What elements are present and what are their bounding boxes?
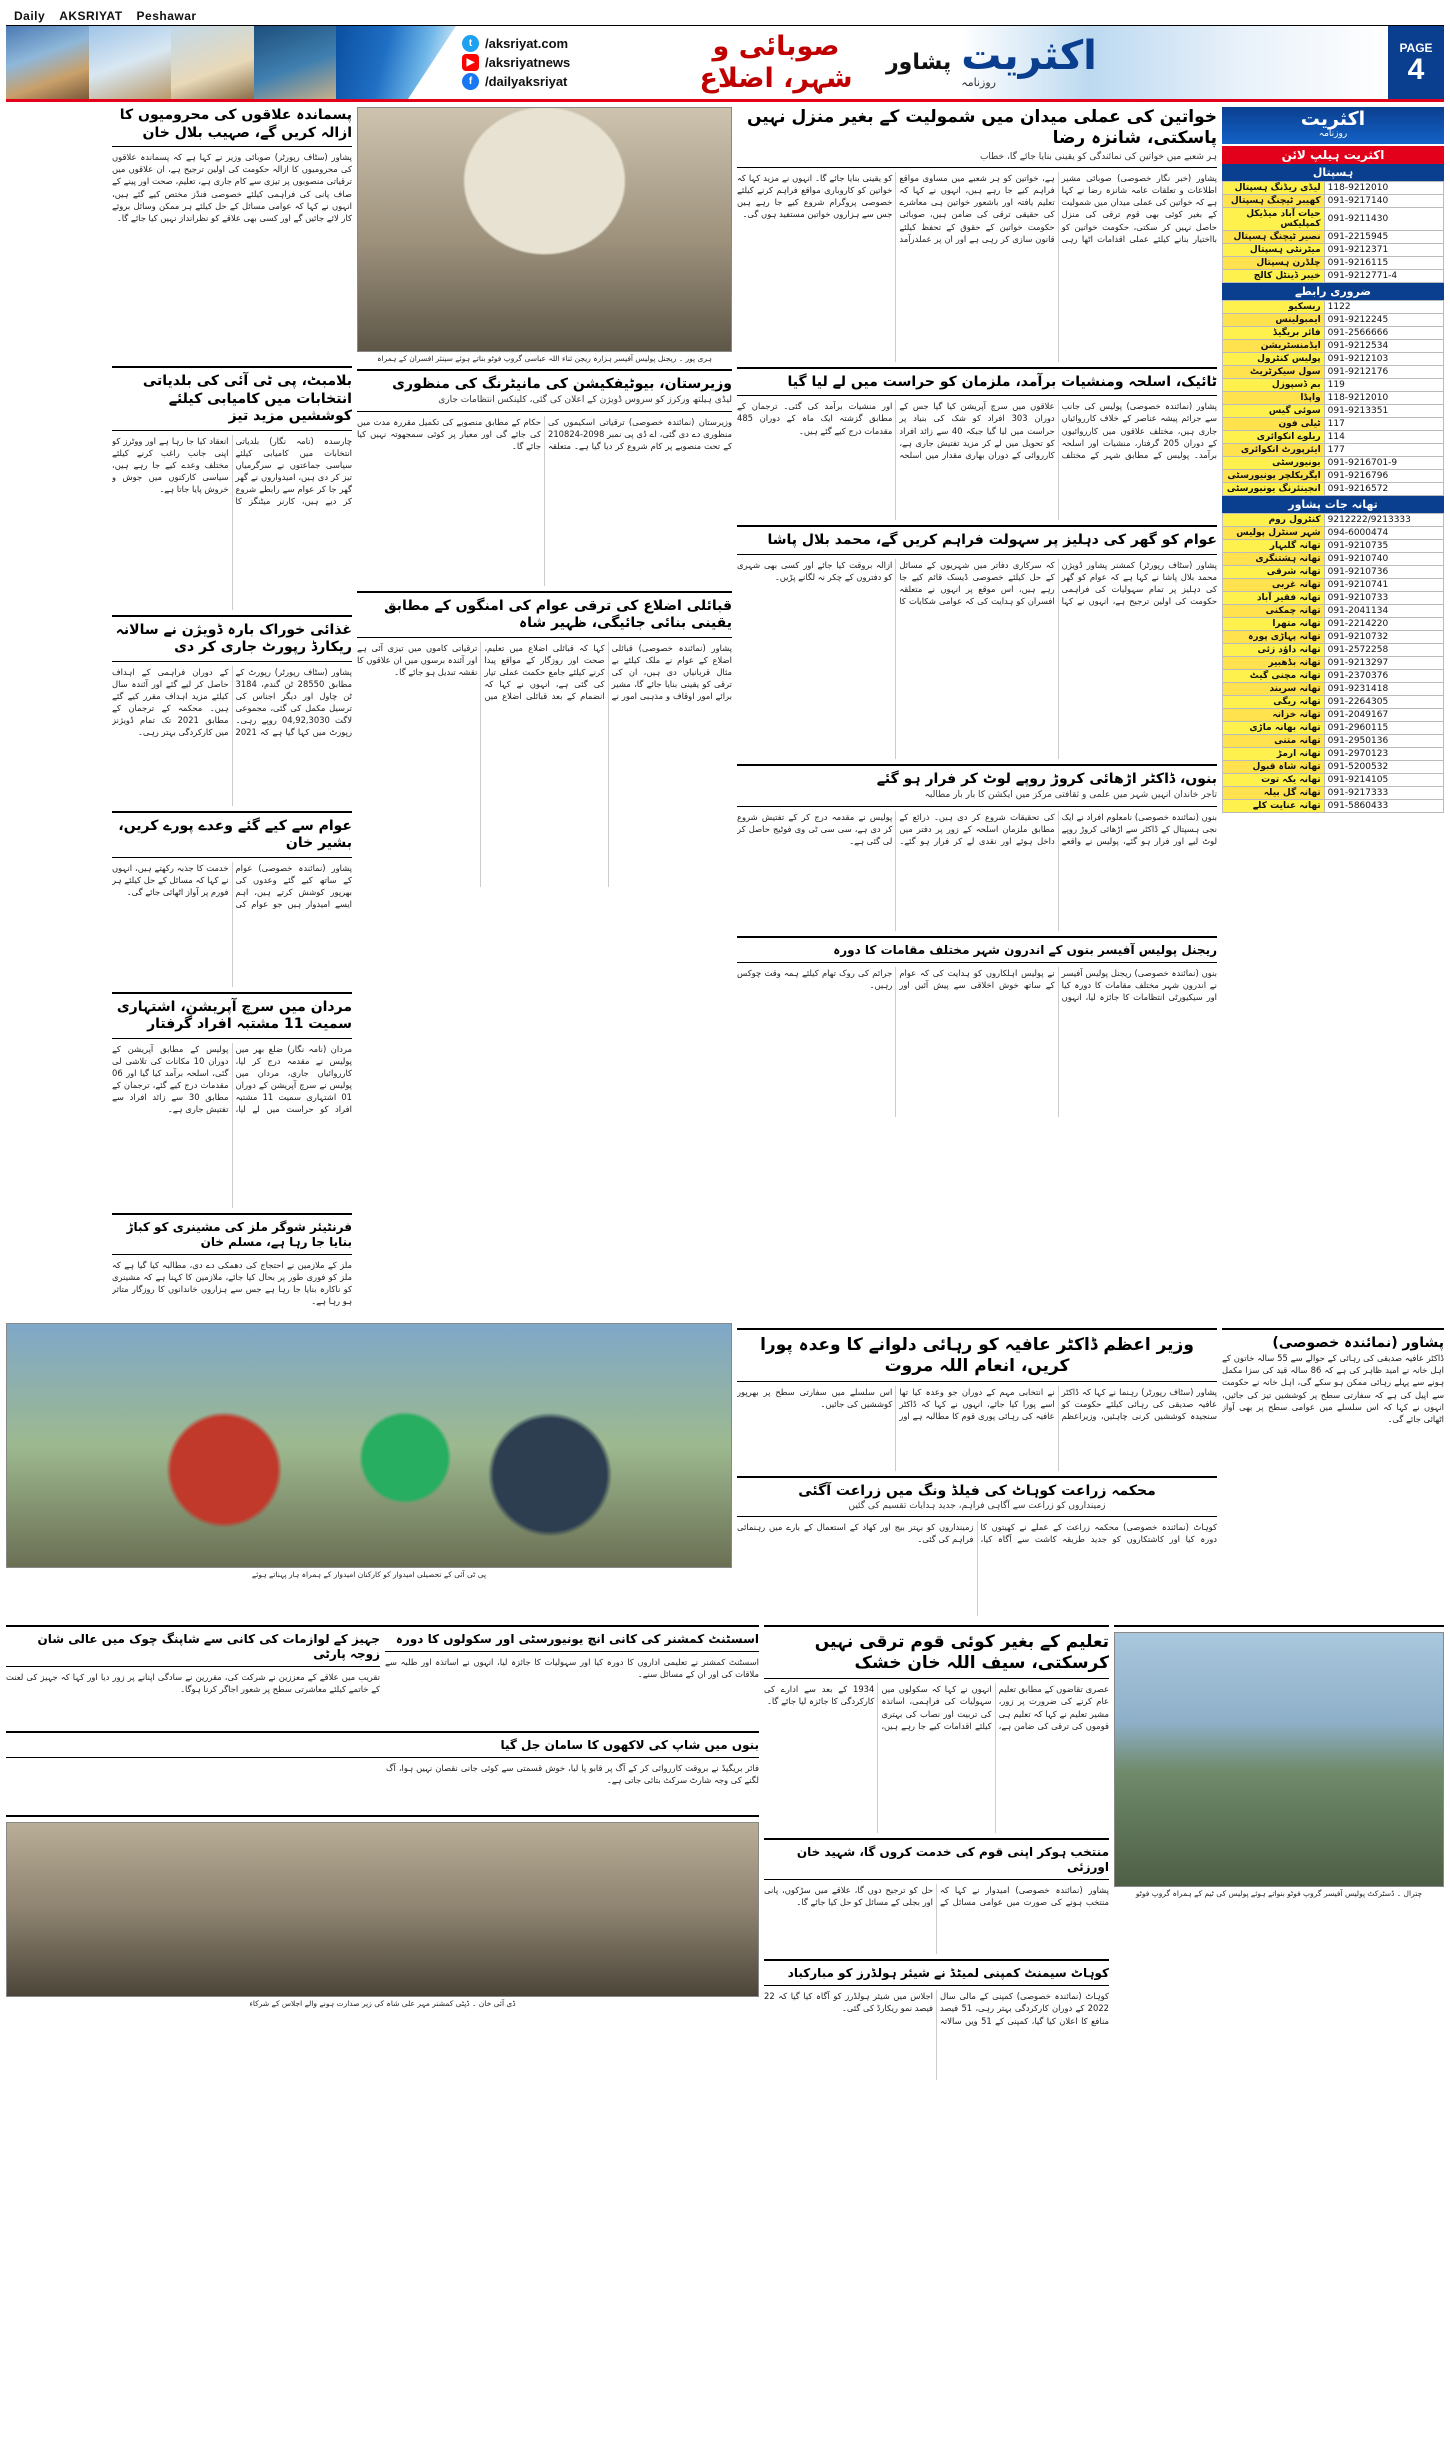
table-row[interactable] — [1223, 553, 1444, 566]
left-column — [112, 107, 352, 1319]
divider — [764, 1678, 1109, 1679]
directory-number: 118-9212010 — [1324, 392, 1443, 405]
article-a6-body: پشاور (سٹاف رپورٹر) صوبائی وزیر نے کہا ہے کہ پسماندہ علاقوں کی محرومیوں کا ازالہ حکومت کی اولین ترجیح ہے، ان علاقوں میں ترقیاتی منصوبوں پر تیزی سے کام جاری ہے، تعلیم، صحت اور پینے کے صاف پانی کی فراہمی کیلئے خصوصی فنڈز مختص کیے گئے ہیں، انہوں نے کہا کہ عوامی مسائل کے حل کیلئے ہر ممکن وسائل بروئے کار لائے جائیں گے اور کسی بھی علاقے کو نظرانداز نہیں کیا جائے گا۔ — [112, 152, 352, 223]
article-a21-headline[interactable]: محکمہ زراعت کوہاٹ کی فیلڈ ونگ میں زراعت آگئی — [798, 1483, 1156, 1499]
directory-label: کھیبر ٹیچنگ ہسپتال — [1223, 195, 1325, 208]
directory-label: تھانہ بڈھبیر — [1223, 657, 1325, 670]
table-row[interactable] — [1223, 314, 1444, 327]
article-a4-body: بنوں (نمائندہ خصوصی) نامعلوم افراد نے ایک نجی ہسپتال کے ڈاکٹر سے اڑھائی کروڑ روپے لوٹ لیے اور فرار ہو گئے، پولیس نے واقعے کی تحقیقات شروع کر دی ہیں۔ ذرائع کے مطابق ملزمان اسلحہ کے زور پر دفتر میں داخل ہوئے اور نقدی لے کر فرار ہو گئے۔ پولیس نے مقدمہ درج کر کے تفتیش شروع کر دی ہے، سی سی ٹی وی فوٹیج حاصل کر لی گئی ہے۔ — [737, 811, 1217, 846]
divider — [112, 366, 352, 368]
article-a19-headline[interactable]: کوہاٹ سیمنٹ کمپنی لمیٹڈ نے شیئر ہولڈرز کو مبارکباد — [787, 1966, 1109, 1981]
article-a17-body: تقریب میں علاقے کے معززین نے شرکت کی، مقررین نے سادگی اپنانے پر زور دیا اور کہا کہ جہیز کی لعنت کے خاتمے کیلئے معاشرتی سطح پر شعور اجاگر کرنا ہوگا۔ — [6, 1671, 380, 1694]
divider — [737, 525, 1217, 527]
table-row[interactable] — [1223, 379, 1444, 392]
directory-number: 091-9210740 — [1324, 553, 1443, 566]
directory-label: تھانہ متھرا — [1223, 618, 1325, 631]
article-a12-headline[interactable]: مردان میں سرچ آپریشن، اشتہاری سمیت 11 مشتبہ افراد گرفتار — [116, 998, 352, 1032]
directory-label: میٹرنٹی ہسپتال — [1223, 244, 1325, 257]
directory-table-police — [1222, 513, 1444, 813]
directory-number: 091-5860433 — [1324, 800, 1443, 813]
article-a10-headline[interactable]: غذائی خوراک بارہ ڈویژن نے سالانہ ریکارڈ رپورٹ جاری کر دی — [115, 621, 352, 655]
directory-label: تھانہ متنی — [1223, 735, 1325, 748]
directory-label: ٹیلی فون — [1223, 418, 1325, 431]
divider — [764, 1838, 1109, 1840]
divider — [737, 167, 1217, 168]
page-body — [6, 107, 1444, 1319]
row-lower — [6, 1620, 1444, 2081]
divider — [6, 1731, 759, 1733]
table-row[interactable] — [1223, 457, 1444, 470]
directory-label: تھانہ پہاڑی پورہ — [1223, 631, 1325, 644]
social-row-facebook[interactable] — [462, 73, 676, 90]
directory-logo-title: اکثریت — [1300, 108, 1366, 130]
photo-police-group — [357, 107, 732, 352]
article-a16-body: اسسٹنٹ کمشنر نے تعلیمی اداروں کا دورہ کیا اور سہولیات کا جائزہ لیا، انہوں نے اساتذہ اور طلبہ سے ملاقات کی اور ان کے مسائل سنے۔ — [385, 1656, 759, 1679]
table-row[interactable] — [1223, 470, 1444, 483]
divider — [764, 1985, 1109, 1986]
directory-number: 118-9212010 — [1324, 182, 1443, 195]
section-title: صوبائی و شہر، اضلاع — [699, 31, 853, 94]
directory-section-title-essential: ضروری رابطے — [1222, 283, 1444, 300]
directory-label: شہر سنٹرل پولیس — [1223, 527, 1325, 540]
table-row[interactable] — [1223, 327, 1444, 340]
directory-number: 091-9213351 — [1324, 405, 1443, 418]
directory-logo-sub: روزنامہ — [1318, 129, 1348, 139]
directory-number: 091-2566666 — [1324, 327, 1443, 340]
table-row[interactable] — [1223, 182, 1444, 195]
article-a3-body: پشاور (سٹاف رپورٹر) کمشنر پشاور ڈویژن محمد بلال پاشا نے کہا ہے کہ عوام کو گھر کی دہلیز پر تمام سہولیات کی فراہمی حکومت کی اولین ترجیح ہے، انہوں نے کہا کہ سرکاری دفاتر میں شہریوں کے مسائل کے حل کیلئے خصوصی ڈیسک قائم کیے جا رہے ہیں، اس موقع پر انہوں نے متعلقہ افسران کو ہدایت کی کہ عوامی شکایات کا ازالہ بروقت کیا جائے اور کسی بھی شہری کو دفتروں کے چکر نہ لگانے پڑیں۔ — [737, 559, 1217, 607]
directory-label: تھانہ شاہ قبول — [1223, 761, 1325, 774]
row-top — [6, 107, 1217, 1319]
social-handle-twitter: /aksriyat.com — [485, 36, 569, 51]
table-row[interactable] — [1223, 483, 1444, 496]
directory-number: 091-9213297 — [1324, 657, 1443, 670]
directory-label: تھانہ فقیر آباد — [1223, 592, 1325, 605]
article-a6-headline[interactable]: پسماندہ علاقوں کی محرومیوں کا ازالہ کریں گے، صہیب بلال خان — [119, 107, 352, 141]
directory-label: یونیورسٹی — [1223, 457, 1325, 470]
page-word: PAGE — [1399, 40, 1433, 55]
directory-number: 114 — [1324, 431, 1443, 444]
social-row-youtube[interactable] — [462, 54, 676, 71]
table-row[interactable] — [1223, 683, 1444, 696]
directory-label: تھانہ گلبہار — [1223, 540, 1325, 553]
article-a10-body: پشاور (سٹاف رپورٹر) رپورٹ کے مطابق 28550 ٹن گندم، 3184 ٹن چاول اور دیگر اجناس کی ترسیل مکمل کی گئی، مجموعی لاگت 04,92,3030 روپے رہی۔ رپورٹ میں کہا گیا ہے کہ 2021 کے دوران فراہمی کے اہداف حاصل کر لیے گئے اور آئندہ سال کیلئے مزید اہداف مقرر کیے گئے ہیں۔ محکمہ کے ترجمان کے مطابق 2021 تک تمام ڈویژنز میں کارکردگی بہتر رہی۔ — [112, 666, 352, 738]
paper-nameplate — [961, 26, 1388, 99]
directory-label: تھانہ بھانہ ماڑی — [1223, 722, 1325, 735]
directory-logo — [1222, 107, 1444, 144]
article-a13-headline[interactable]: فرنٹیئر شوگر ملز کی مشینری کو کباڑ بنایا جا رہا ہے، مسلم خان — [126, 1219, 352, 1249]
directory-number: 091-5200532 — [1324, 761, 1443, 774]
table-row[interactable] — [1223, 605, 1444, 618]
article-a22-headline[interactable]: پشاور (نمائندہ خصوصی) — [1272, 1334, 1444, 1351]
table-row[interactable] — [1223, 405, 1444, 418]
afia-lead — [737, 1323, 1217, 1616]
directory-label: تھانہ سربند — [1223, 683, 1325, 696]
directory-label: پولیس کنٹرول — [1223, 353, 1325, 366]
directory-label: تھانہ مچنی گیٹ — [1223, 670, 1325, 683]
divider — [6, 1757, 759, 1758]
lower-right-column — [1114, 1620, 1444, 2081]
afia-column — [1222, 1323, 1444, 1616]
article-a9-body: پشاور (نمائندہ خصوصی) قبائلی اضلاع کے عوام نے ملک کیلئے بے مثال قربانیاں دی ہیں، ان کی ترقی کو یقینی بنایا جائے گا، مشیر برائے امور اوقاف و مذہبی امور نے کہا کہ قبائلی اضلاع میں تعلیم، صحت اور روزگار کے مواقع پیدا کرنے کیلئے جامع حکمت عملی تیار کی گئی ہے، انہوں نے کہا کہ انضمام کے بعد قبائلی اضلاع میں ترقیاتی کاموں میں تیزی آئی ہے اور آئندہ برسوں میں ان علاقوں کا نقشہ تبدیل ہو جائے گا۔ — [357, 642, 732, 702]
directory-label: تھانہ شرقی — [1223, 566, 1325, 579]
directory-label: واپڈا — [1223, 392, 1325, 405]
table-row[interactable] — [1223, 270, 1444, 283]
directory-number: 1122 — [1324, 301, 1443, 314]
directory-label: لیڈی ریڈنگ ہسپتال — [1223, 182, 1325, 195]
directory-number: 091-9216115 — [1324, 257, 1443, 270]
directory-number: 091-9210732 — [1324, 631, 1443, 644]
directory-label: سوئی گیس — [1223, 405, 1325, 418]
directory-label: خیبر ڈینٹل کالج — [1223, 270, 1325, 283]
article-a19-body: کوہاٹ (نمائندہ خصوصی) کمپنی کے مالی سال 2022 کے دوران کارکردگی بہتر رہی، 51 فیصد منافع کا اعلان کیا گیا، کمپنی کے 51 ویں سالانہ اجلاس میں شیئر ہولڈرز کو آگاہ کیا گیا کہ 22 فیصد نمو ریکارڈ کی گئی۔ — [764, 1991, 1109, 2026]
article-a20-headline[interactable]: وزیر اعظم ڈاکٹر عافیہ کو رہائی دلوانے کا وعدہ پورا کریں، انعام اللہ مروت — [760, 1334, 1194, 1376]
directory-table-hospitals — [1222, 181, 1444, 283]
photo-caption-4: چترال ۔ ڈسٹرکٹ پولیس آفیسر گروپ فوٹو بنواتے ہوئے پولیس کی ٹیم کے ہمراہ گروپ فوٹو — [1135, 1888, 1423, 1898]
directory-section-title-hospitals: ہسپتال — [1222, 164, 1444, 181]
table-row[interactable] — [1223, 709, 1444, 722]
article-a5-headline[interactable]: ریجنل پولیس آفیسر بنوں کے اندرون شہر مختلف مقامات کا دورہ — [833, 942, 1217, 957]
directory-number: 091-9212103 — [1324, 353, 1443, 366]
divider — [737, 1476, 1217, 1478]
a16-block — [385, 1632, 759, 1726]
divider — [737, 764, 1217, 766]
directory-number: 091-2214220 — [1324, 618, 1443, 631]
article-a1-headline[interactable]: خواتین کی عملی میدان میں شمولیت کے بغیر منزل نہیں پاسکتی، شانزہ رضا — [746, 107, 1217, 149]
table-row[interactable] — [1223, 787, 1444, 800]
directory-number: 091-9210733 — [1324, 592, 1443, 605]
directory-table-essential — [1222, 300, 1444, 496]
table-row[interactable] — [1223, 366, 1444, 379]
divider — [112, 661, 352, 662]
table-row[interactable] — [1223, 301, 1444, 314]
directory-number: 091-2970123 — [1324, 748, 1443, 761]
directory-number: 091-9210736 — [1324, 566, 1443, 579]
directory-number: 091-9211430 — [1324, 208, 1443, 231]
paper-sub: روزنامہ — [961, 76, 996, 89]
directory-number: 091-9217333 — [1324, 787, 1443, 800]
directory-number: 091-2950136 — [1324, 735, 1443, 748]
divider — [6, 1666, 380, 1667]
directory-label: بم ڈسپوزل — [1223, 379, 1325, 392]
table-row[interactable] — [1223, 392, 1444, 405]
social-links — [456, 26, 676, 99]
divider — [764, 1959, 1109, 1961]
directory-number: 091-2041134 — [1324, 605, 1443, 618]
divider — [357, 637, 732, 638]
masthead-top-strip — [6, 6, 1444, 26]
article-a17-headline[interactable]: جہیز کے لوازمات کی کانی سے شاپنگ چوک میں عالی شان زوجہ پارٹی — [37, 1631, 380, 1661]
directory-number: 091-9210741 — [1324, 579, 1443, 592]
directory-label: انجینئرنگ یونیورسٹی — [1223, 483, 1325, 496]
table-row[interactable] — [1223, 231, 1444, 244]
directory-number: 091-9212771-4 — [1324, 270, 1443, 283]
directory-label: ریلوے انکوائری — [1223, 431, 1325, 444]
directory-label: تھانہ غربی — [1223, 579, 1325, 592]
article-a16-headline[interactable]: اسسٹنٹ کمشنر کی کانی انچ یونیورسٹی اور سکولوں کا دورہ — [395, 1631, 759, 1646]
twitter-icon: t — [462, 35, 479, 52]
table-row[interactable] — [1223, 748, 1444, 761]
article-a9-headline[interactable]: قبائلی اضلاع کی ترقی عوام کی امنگوں کے مطابق یقینی بنائی جائیگی، ظہیر شاہ — [384, 597, 732, 631]
article-a12-body: مردان (نامہ نگار) ضلع بھر میں پولیس نے مقدمہ درج کر لیا، کارروائیاں جاری، مردان میں پولیس نے سرچ آپریشن کے دوران 01 اشتہاری سمیت 11 مشتبہ افراد کو حراست میں لے لیا، پولیس کے مطابق آپریشن کے دوران 10 مکانات کی تلاشی لی گئی، اسلحہ برآمد کیا گیا اور 06 مقدمات درج کیے گئے، ترجمان کے مطابق 30 سے زائد افراد سے تفتیش جاری ہے۔ — [112, 1043, 352, 1115]
directory-label: ریسکیو — [1223, 301, 1325, 314]
table-row[interactable] — [1223, 257, 1444, 270]
directory-number: 091-2264305 — [1324, 696, 1443, 709]
article-a13-body: ملز کے ملازمین نے احتجاج کی دھمکی دے دی، مطالبہ کیا گیا ہے کہ ملز کو فوری طور پر بحال کیا جائے، ملازمین کا کہنا ہے کہ مشینری کو ناکارہ بنایا جا رہا ہے جس سے ہزاروں خاندانوں کا روزگار متاثر ہو رہا ہے۔ — [112, 1259, 352, 1307]
directory-label: تھانہ چمکنی — [1223, 605, 1325, 618]
directory-label: ایمبولینس — [1223, 314, 1325, 327]
lead-column — [737, 107, 1217, 1319]
directory-label: حیات آباد میڈیکل کمپلیکس — [1223, 208, 1325, 231]
table-row[interactable] — [1223, 418, 1444, 431]
row-middle — [6, 1323, 1444, 1616]
directory-label: تھانہ ارمڑ — [1223, 748, 1325, 761]
masthead-photo-1 — [6, 26, 89, 99]
directory-number: 091-9212245 — [1324, 314, 1443, 327]
a17-block — [6, 1632, 380, 1726]
directory-label: تھانہ گل بیلہ — [1223, 787, 1325, 800]
directory-number: 091-2572258 — [1324, 644, 1443, 657]
divider — [737, 1381, 1217, 1382]
directory-number: 091-9212176 — [1324, 366, 1443, 379]
directory-number: 091-9217140 — [1324, 195, 1443, 208]
photo-caption-2: پی ٹی آئی کے تحصیلی امیدوار کو کارکنان امیدوار کے ہمراہ ہار پہناتے ہوئے — [251, 1569, 487, 1579]
table-row[interactable] — [1223, 722, 1444, 735]
photo-caption-1: ہری پور ۔ ریجنل پولیس آفیسر ہزارہ ریجن ثناء اللہ عباسی گروپ فوٹو بناتے ہوئے سینئر افسران کے ہمراہ — [377, 354, 712, 363]
divider — [764, 1625, 1109, 1627]
directory-number: 091-9216701-9 — [1324, 457, 1443, 470]
table-row[interactable] — [1223, 735, 1444, 748]
article-a5-body: بنوں (نمائندہ خصوصی) ریجنل پولیس آفیسر نے اندرون شہر مختلف مقامات کا دورہ کیا اور سیکیورٹی انتظامات کا جائزہ لیا، انہوں نے پولیس اہلکاروں کو ہدایت کی کہ عوام کے ساتھ خوش اخلاقی سے پیش آئیں اور جرائم کی روک تھام کیلئے ہمہ وقت چوکس رہیں۔ — [737, 967, 1217, 1002]
directory-label: کنٹرول روم — [1223, 514, 1325, 527]
divider — [112, 857, 352, 858]
masthead-city: پشاور — [886, 50, 952, 75]
divider — [737, 1328, 1217, 1330]
table-row[interactable] — [1223, 618, 1444, 631]
divider — [357, 591, 732, 593]
directory-label: تھانہ خزانہ — [1223, 709, 1325, 722]
article-a14-body: عصری تقاضوں کے مطابق تعلیم عام کرنے کی ضرورت پر زور، مشیر تعلیم نے کہا کہ تعلیم ہی قوموں کی ترقی کی ضامن ہے، انہوں نے کہا کہ سکولوں میں سہولیات کی فراہمی، اساتذہ کی تربیت اور نصاب کی بہتری کیلئے اقدامات کیے جا رہے ہیں، 1934 کے بعد سے ادارے کی کارکردگی کا جائزہ لیا جائے گا۔ — [764, 1684, 1109, 1731]
article-a2-headline[interactable]: ٹائیک، اسلحہ ومنشیات برآمد، ملزمان کو حراست میں لے لیا گیا — [787, 373, 1217, 390]
table-row[interactable] — [1223, 696, 1444, 709]
directory-label: فائر بریگیڈ — [1223, 327, 1325, 340]
directory-number: 9212222/9213333 — [1324, 514, 1443, 527]
table-row[interactable] — [1223, 431, 1444, 444]
helpline-directory — [1222, 107, 1444, 1319]
article-a21-subhead: زمینداروں کو زراعت سے آگاہی فراہم، جدید ہدایات تقسیم کی گئیں — [848, 1500, 1106, 1511]
directory-label: تھانہ داؤد زئی — [1223, 644, 1325, 657]
photo-chitral-police — [1114, 1632, 1444, 1887]
table-row[interactable] — [1223, 353, 1444, 366]
table-row[interactable] — [1223, 592, 1444, 605]
social-handle-facebook: /dailyaksriyat — [485, 74, 568, 89]
table-row[interactable] — [1223, 514, 1444, 527]
page-badge — [1388, 26, 1444, 99]
directory-number: 091-9212371 — [1324, 244, 1443, 257]
masthead-city-latin: Peshawar — [136, 8, 197, 23]
directory-number: 091-2370376 — [1324, 670, 1443, 683]
directory-number: 091-9216796 — [1324, 470, 1443, 483]
main-content — [6, 107, 1217, 1319]
photo-pti-rally — [6, 1323, 732, 1568]
article-a11-headline[interactable]: عوام سے کیے گئے وعدے پورے کریں، بشیر خان — [118, 817, 352, 851]
directory-number: 091-9216572 — [1324, 483, 1443, 496]
social-handle-youtube: /aksriyatnews — [485, 55, 571, 70]
divider — [385, 1651, 759, 1652]
article-a4-subhead: تاجر خاندان انہیں شہر میں علمی و ثقافتی مرکز میں ایکشن کا بار بار مطالبہ — [924, 790, 1217, 801]
divider — [357, 411, 732, 412]
table-row[interactable] — [1223, 195, 1444, 208]
divider — [112, 1213, 352, 1215]
divider — [112, 146, 352, 147]
divider — [737, 962, 1217, 963]
article-a2-body: پشاور (نمائندہ خصوصی) پولیس کی جانب سے جرائم پیشہ عناصر کے خلاف کارروائیاں جاری ہیں، مختلف علاقوں میں کارروائیوں کے دوران 205 گرفتار، منشیات اور اسلحہ برآمد۔ پولیس کے مطابق شہر کے مختلف علاقوں میں سرچ آپریشن کیا گیا جس کے دوران 303 افراد کو شک کی بنیاد پر حراست میں لیا گیا جبکہ 40 سے زائد افراد کو تحویل میں لے کر مزید تفتیش جاری ہے، کارروائی کے دوران بھاری مقدار میں اسلحہ اور منشیات برآمد کی گئی۔ ترجمان کے مطابق گزشتہ ایک ماہ کے دوران 485 مقدمات درج کیے گئے ہیں۔ — [737, 401, 1217, 460]
divider — [737, 554, 1217, 555]
masthead-daily-label: Daily — [14, 8, 46, 23]
directory-number: 091-2049167 — [1324, 709, 1443, 722]
divider — [737, 367, 1217, 369]
table-row[interactable] — [1223, 579, 1444, 592]
facebook-icon: f — [462, 73, 479, 90]
divider — [112, 811, 352, 813]
divider — [112, 1254, 352, 1255]
table-row[interactable] — [1223, 244, 1444, 257]
directory-label: سول سیکرٹریٹ — [1223, 366, 1325, 379]
masthead-wave-decoration — [336, 26, 456, 99]
directory-number: 094-6000474 — [1324, 527, 1443, 540]
masthead-photo-3 — [171, 26, 254, 99]
table-row[interactable] — [1223, 527, 1444, 540]
article-a18-body: فائر بریگیڈ نے بروقت کارروائی کر کے آگ پر قابو پا لیا، خوش قسمتی سے کوئی جانی نقصان نہیں ہوا، آگ لگنے کی وجہ شارٹ سرکٹ بتائی جاتی ہے۔ — [386, 1762, 759, 1785]
masthead-photo-4 — [254, 26, 337, 99]
article-a7-body: چارسدہ (نامہ نگار) بلدیاتی انتخابات میں کامیابی کیلئے سیاسی جماعتوں نے سرگرمیاں تیز کر دی ہیں، امیدواروں نے گھر گھر جا کر عوام سے رابطے شروع کر دیے ہیں، کارنر میٹنگز کا انعقاد کیا جا رہا ہے اور ووٹرز کو اپنی جانب راغب کرنے کیلئے مختلف وعدے کیے جا رہے ہیں، سیاسی کارکنوں میں جوش و خروش پایا جاتا ہے۔ — [112, 435, 352, 507]
masthead-photo-strip — [6, 26, 336, 99]
table-row[interactable] — [1223, 657, 1444, 670]
article-a8-headline[interactable]: وزیرستان، بیوٹیفکیشن کی مانیٹرنگ کی منظوری — [392, 375, 732, 392]
divider — [112, 615, 352, 617]
directory-label: تھانہ ہشتنگری — [1223, 553, 1325, 566]
masthead-paper-latin: AKSRIYAT — [59, 8, 123, 23]
rally-photo-block — [6, 1323, 732, 1616]
masthead — [6, 26, 1444, 102]
article-a21-body: کوہاٹ (نمائندہ خصوصی) محکمہ زراعت کے عملے نے کھیتوں کا دورہ کیا اور کاشتکاروں کو جدید طریقہ کاشت سے آگاہ کیا، زمینداروں کو بہتر بیج اور کھاد کے استعمال کے بارے میں رہنمائی فراہم کی گئی۔ — [737, 1521, 1217, 1544]
table-row[interactable] — [1223, 540, 1444, 553]
article-a15-body: پشاور (نمائندہ خصوصی) امیدوار نے کہا کہ منتخب ہونے کی صورت میں عوامی مسائل کے حل کو ترجیح دوں گا، علاقے میں سڑکوں، پانی اور بجلی کے مسائل کو حل کیا جائے گا۔ — [764, 1885, 1109, 1908]
divider — [764, 1879, 1109, 1880]
divider — [112, 1038, 352, 1039]
paper-name: اکثریت — [961, 33, 1097, 79]
directory-header: اکثریت ہیلپ لائن — [1222, 146, 1444, 164]
table-row[interactable] — [1223, 800, 1444, 813]
article-a11-body: پشاور (نمائندہ خصوصی) عوام کے ساتھ کیے گئے وعدوں کی بھرپور کوشش کرتے ہیں، اہم ایسے امیدوار ہیں جو عوام کی خدمت کا جذبہ رکھتے ہیں، انہوں نے کہا کہ مسائل کے حل کیلئے ہر فورم پر آواز اٹھائی جائے گی۔ — [112, 862, 352, 910]
table-row[interactable] — [1223, 644, 1444, 657]
lower-left-top — [6, 1632, 759, 1726]
divider — [357, 369, 732, 371]
divider — [112, 992, 352, 994]
table-row[interactable] — [1223, 340, 1444, 353]
divider — [1222, 1328, 1444, 1330]
divider — [737, 1516, 1217, 1517]
lower-left-column — [6, 1620, 759, 2081]
table-row[interactable] — [1223, 631, 1444, 644]
divider — [112, 430, 352, 431]
social-row-twitter[interactable] — [462, 35, 676, 52]
directory-label: تھانہ یکہ توت — [1223, 774, 1325, 787]
directory-number: 177 — [1324, 444, 1443, 457]
article-a14-headline[interactable]: تعلیم کے بغیر کوئی قوم ترقی نہیں کرسکتی، سیف اللہ خان خشک — [814, 1631, 1109, 1673]
photo-dc-meeting — [6, 1822, 759, 1997]
article-a8-subhead: لیڈی ہیلتھ ورکرز کو سروس ڈویژن کے اعلان کی گئی، کلینکس انتظامات جاری — [438, 395, 732, 406]
page-number: 4 — [1407, 52, 1425, 86]
directory-label: تھانہ عنایت کلے — [1223, 800, 1325, 813]
article-a3-headline[interactable]: عوام کو گھر کی دہلیز پر سہولت فراہم کریں گے، محمد بلال پاشا — [767, 532, 1217, 549]
article-a20-body: پشاور (سٹاف رپورٹر) رہنما نے کہا کہ ڈاکٹر عافیہ صدیقی کی رہائی کیلئے حکومت کو سنجیدہ کوششیں کرنی چاہئیں، وزیراعظم نے انتخابی مہم کے دوران جو وعدہ کیا تھا اسے پورا کیا جائے، انہوں نے کہا کہ ڈاکٹر عافیہ کی رہائی پوری قوم کا مطالبہ ہے اور اس سلسلے میں سفارتی سطح پر بھرپور کوششیں کی جائیں۔ — [737, 1387, 1217, 1422]
article-a7-headline[interactable]: بلامبٹ، پی ٹی آئی کی بلدیاتی انتخابات میں کامیابی کیلئے کوششیں مزید تیز — [142, 373, 352, 424]
directory-section-title-police: تھانہ جات پشاور — [1222, 496, 1444, 513]
divider — [737, 936, 1217, 938]
masthead-photo-2 — [89, 26, 172, 99]
directory-number: 091-2215945 — [1324, 231, 1443, 244]
youtube-icon: ▶ — [462, 54, 479, 71]
directory-label: ایگریکلچر یونیورسٹی — [1223, 470, 1325, 483]
lower-mid-column — [764, 1620, 1109, 2081]
directory-number: 091-9210735 — [1324, 540, 1443, 553]
article-a8-body: وزیرستان (نمائندہ خصوصی) ترقیاتی اسکیموں کی منظوری دے دی گئی، اے ڈی پی نمبر 2098-210824 کے تحت منصوبے پر کام شروع کر دیا گیا ہے۔ متعلقہ حکام کے مطابق منصوبے کی تکمیل مقررہ مدت میں کی جائے گی اور معیار پر کوئی سمجھوتہ نہیں کیا جائے گا۔ — [357, 416, 732, 451]
directory-number: 091-9212534 — [1324, 340, 1443, 353]
directory-number: 091-9214105 — [1324, 774, 1443, 787]
table-row[interactable] — [1223, 444, 1444, 457]
directory-label: تھانہ ریگی — [1223, 696, 1325, 709]
divider — [737, 395, 1217, 396]
divider — [1114, 1625, 1444, 1627]
article-a1-subhead: ہر شعبے میں خواتین کی نمائندگی کو یقینی بنایا جائے گا، خطاب — [979, 151, 1217, 162]
table-row[interactable] — [1223, 670, 1444, 683]
table-row[interactable] — [1223, 566, 1444, 579]
directory-label: نصیر ٹیچنگ ہسپتال — [1223, 231, 1325, 244]
divider — [6, 1815, 759, 1817]
article-a15-headline[interactable]: منتخب ہوکر اپنی قوم کی خدمت کروں گا، شہید خان اورزئی — [796, 1845, 1109, 1875]
photo-column — [357, 107, 732, 1319]
divider — [737, 806, 1217, 807]
table-row[interactable] — [1223, 774, 1444, 787]
photo-caption-3: ڈی آئی خان ۔ ڈپٹی کمشنر مہر علی شاہ کی زیر صدارت ہونے والے اجلاس کے شرکاء — [249, 1998, 516, 2008]
table-row[interactable] — [1223, 761, 1444, 774]
directory-number: 091-9231418 — [1324, 683, 1443, 696]
article-a18-headline[interactable]: بنوں میں شاپ کی لاکھوں کا سامان جل گیا — [500, 1737, 759, 1752]
article-a1-body: پشاور (خبر نگار خصوصی) صوبائی مشیر اطلاعات و تعلقات عامہ شانزہ رضا نے کہا ہے کہ خواتین کی عملی میدان میں شمولیت کے بغیر کوئی بھی قوم ترقی کی منزل حاصل نہیں کر سکتی، حکومت خواتین کو بااختیار بنانے کیلئے عملی اقدامات اٹھا رہی ہے، خواتین کو ہر شعبے میں مساوی مواقع فراہم کیے جا رہے ہیں، انہوں نے کہا کہ تعلیم یافتہ اور باشعور خواتین ہی معاشرے کی حقیقی ترقی کی ضامن ہیں، صوبائی حکومت خواتین کے حقوق کے تحفظ کیلئے قانون سازی کر رہی ہے اور ان پر عملدرآمد کو یقینی بنایا جائے گا۔ انہوں نے مزید کہا کہ خواتین کو کاروباری مواقع فراہم کرنے کیلئے خصوصی پروگرام شروع کیے جا رہے ہیں جس سے ہزاروں خواتین مستفید ہوں گی۔ — [737, 172, 1217, 244]
article-a4-headline[interactable]: بنوں، ڈاکٹر اڑھائی کروڑ روپے لوٹ کر فرار ہو گئے — [876, 770, 1217, 787]
directory-label: ایڈمنسٹریشن — [1223, 340, 1325, 353]
directory-label: چلڈرن ہسپتال — [1223, 257, 1325, 270]
directory-number: 117 — [1324, 418, 1443, 431]
article-a22-body: ڈاکٹر عافیہ صدیقی کی رہائی کے حوالے سے 55 سالہ خاتون کے اہل خانہ نے امید ظاہر کی ہے کہ 86 سالہ قید کی سزا مکمل ہونے سے پہلے رہائی ممکن ہو سکے گی، اہل خانہ نے حکومت سے اپیل کی ہے کہ سفارتی سطح پر کوششیں تیز کی جائیں، انہوں نے کہا کہ اس سلسلے میں عوامی سطح پر بھی آواز اٹھائی جائے گی۔ — [1222, 1353, 1444, 1424]
directory-number: 119 — [1324, 379, 1443, 392]
directory-number: 091-2960115 — [1324, 722, 1443, 735]
directory-label: ایئرپورٹ انکوائری — [1223, 444, 1325, 457]
divider — [6, 1625, 759, 1627]
table-row[interactable] — [1223, 208, 1444, 231]
